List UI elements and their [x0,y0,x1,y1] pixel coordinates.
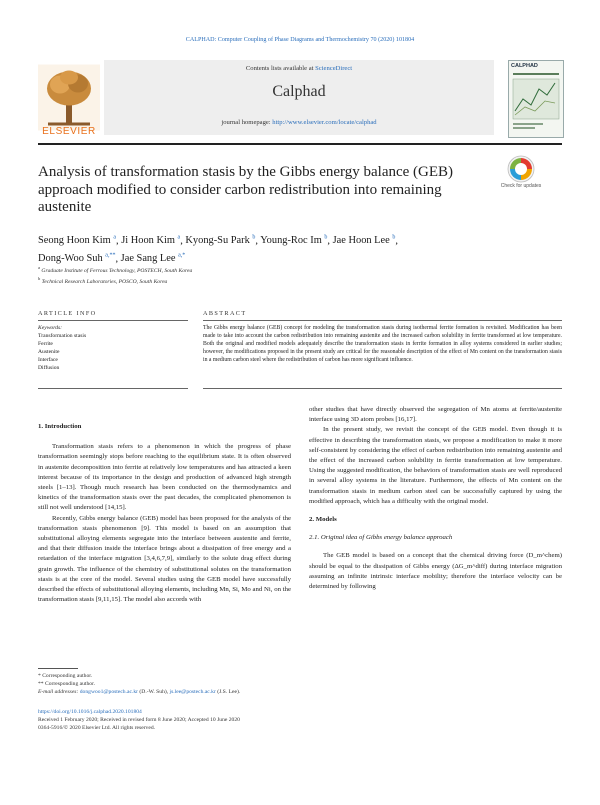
body-paragraph: Recently, Gibbs energy balance (GEB) model has been proposed for the analysis of the transformation stasis phenomenon [9]. This model is based on an assumption that substitutional alloying elements segregate into the interface between austenite and ferrite, and that their diffusion inside the interface brings about a dissipation of free energy and a retardation of the interface migration [3,4,6,7,9], similarly to the solute drag effect during grain growth. The influence of the chemistry of substitutional solutes on the transformation stasis is at the core of the model. Several studies using the GEB model have successfully described the effects of substitutional alloying elements, including Mn, Si, Mo and Ni, on the transformation stasis [9,11,15]. The model also accords with [38,514,291,604]
body-right-column [309,405,562,592]
affiliations [38,264,538,286]
author: Jae Sang Lee $^{a,*}$ [120,252,186,265]
homepage-prefix: journal homepage: [221,119,273,126]
email-link[interactable]: dongwoo1@postech.ac.kr [79,689,139,696]
introduction-heading: 1. Introduction [38,423,82,430]
keyword: Ferrite [38,340,53,347]
author: Ji Hoon Kim $^a$ [121,235,181,247]
abstract-rule [203,320,562,321]
author: Seong Hoon Kim $^a$ [38,235,117,247]
publisher-wordmark: ELSEVIER [42,126,96,137]
journal-masthead [38,60,562,142]
journal-name: Calphad [272,83,326,100]
body-paragraph: other studies that have directly observed the segregation of Mn atoms at ferrite/austenite interface using 3D atom probes [16,17]. [309,406,562,424]
body-left-column [38,422,291,605]
author: Dong-Woo Suh $^{a,**}$ [38,252,116,265]
article-info-bottom-rule [38,388,188,389]
author-affiliation-marker[interactable]: b [392,235,396,241]
journal-citation-line[interactable]: CALPHAD: Computer Coupling of Phase Diagrams and Thermochemistry 70 (2020) 101804 [185,37,415,43]
cover-graphic-icon [509,61,563,137]
journal-cover-thumbnail [508,60,564,138]
masthead-rule [38,143,562,145]
keywords-label: Keywords: [38,325,63,331]
keyword: Austenite [38,348,60,355]
cover-title: CALPHAD [511,63,538,69]
journal-info-box [104,60,494,135]
elsevier-tree-logo [38,60,100,135]
author-affiliation-marker[interactable]: b [324,235,328,241]
keyword: Transformation stasis [38,332,87,339]
sciencedirect-link[interactable]: ScienceDirect [315,65,353,72]
email-addresses: E-mail addresses: dongwoo1@postech.ac.kr (D.-W. Suh), js.lee@postech.ac.kr (J.S. Lee). [38,689,241,696]
contents-prefix: Contents lists available at [245,65,316,72]
journal-homepage-line [104,119,494,126]
models-subheading: 2.1. Original idea of Gibbs energy balance approach [309,534,453,542]
author-affiliation-marker[interactable]: a [177,235,181,241]
received-dates: Received 1 February 2020; Received in revised form 8 June 2020; Accepted 10 June 2020 [38,717,240,724]
models-heading: 2. Models [309,516,337,524]
article-history [38,708,338,733]
corresponding-author-note: ** Corresponding author. [38,681,96,688]
check-for-updates-label: Check for updates [500,183,542,189]
body-paragraph: Transformation stasis refers to a phenomenon in which the progress of phase transformation seemingly stops before reaching to the equilibrium state. It is often observed in austenite decomposition into ferrite at relatively low temperatures and has attracted a keen interest because of its importance in the design and production of advanced high strength steels [1–13]. Though much research has been conducted on the thermodynamics and kinetics of the transformation stasis over the past decades, the complicated phenomenon is still not well understood [14,15]. [38,443,291,512]
journal-homepage-link[interactable]: http://www.elsevier.com/locate/calphad [272,119,377,126]
abstract-bottom-rule [203,388,562,389]
footnotes [38,672,298,697]
abstract-heading: ABSTRACT [203,310,247,317]
author-list: Seong Hoon Kim $^a$, Ji Hoon Kim $^a$, Kyong-Su Park $^b$, Young-Roc Im $^b$, Jae Hoon Lee $^b$, Dong-Woo Suh $^{a,**}$, Jae Sang Lee $^{a,*}$ [38,235,398,265]
doi-link[interactable]: https://doi.org/10.1016/j.calphad.2020.101804 [38,709,142,715]
copyright-line: 0364-5916/© 2020 Elsevier Ltd. All rights reserved. [38,725,156,732]
author: Jae Hoon Lee $^b$ [332,235,396,247]
author-affiliation-marker[interactable]: a [113,235,117,241]
footnote-rule [38,668,78,669]
author-affiliation-marker[interactable]: b [252,235,256,241]
author-affiliation-marker[interactable]: a,* [178,252,186,259]
keyword: Interface [38,356,58,363]
corresponding-author-note: * Corresponding author. [38,673,93,679]
author: Young-Roc Im $^b$ [260,235,328,247]
abstract-text: The Gibbs energy balance (GEB) concept for modeling the transformation stasis during isothermal ferrite formation is revisited. Modification has been made to take into account the carbon redistribution into remaining austenite and the increased carbon solubility in ferrite transformed at low temperature. Both the original and modified models adequately describe the transformation stasis in ferrite formation in alloy systems considered in earlier studies; however, the modifications proposed in the present study are critical for the reasonable description of the effect of Mn content on the transformation stasis in a medium carbon steel where the redistribution of carbon has more significant influence. [203,325,562,364]
article-title: Analysis of transformation stasis by the Gibbs energy balance (GEB) approach modified to consider carbon redistribution into remaining austenite [38,164,454,215]
body-paragraph: In the present study, we revisit the concept of the GEB model. Even though it is effective in describing the transformation stasis, we propose a modification to make it more self-consistent by considering the effect of carbon redistribution into remaining austenite and the effect of the increased carbon solubility in ferrite transformation at low temperature. Using the suggested modification, the behaviors of transformation stasis are well reproduced in several alloy systems in the literature. Furthermore, the effects of Mn content on the transformation stasis in medium carbon steel can be successfully captured by using the modified approach, which has a difficulty with the original model. [309,426,562,505]
body-paragraph: The GEB model is based on a concept that the chemical driving force (D_m^chem) should be equal to the dissipation of Gibbs energy (ΔG_m^diff) during interface migration assuming an infinite intrinsic interface mobility; therefore the interface velocity can be determined by following [309,552,562,591]
email-link[interactable]: js.lee@postech.ac.kr [169,689,216,696]
keywords-block [38,325,188,372]
author-affiliation-marker[interactable]: a,** [105,252,116,259]
contents-available-line [104,65,494,72]
keyword: Diffusion [38,364,60,371]
article-info-rule [38,320,188,321]
affiliation: $^a$ Graduate Institute of Ferrous Technology, POSTECH, South Korea [38,265,193,274]
author: Kyong-Su Park $^b$ [185,235,256,247]
article-info-heading: ARTICLE INFO [38,310,97,317]
check-for-updates-icon[interactable] [506,152,536,186]
affiliation: $^b$ Technical Research Laboratories, POSCO, South Korea [38,275,168,285]
